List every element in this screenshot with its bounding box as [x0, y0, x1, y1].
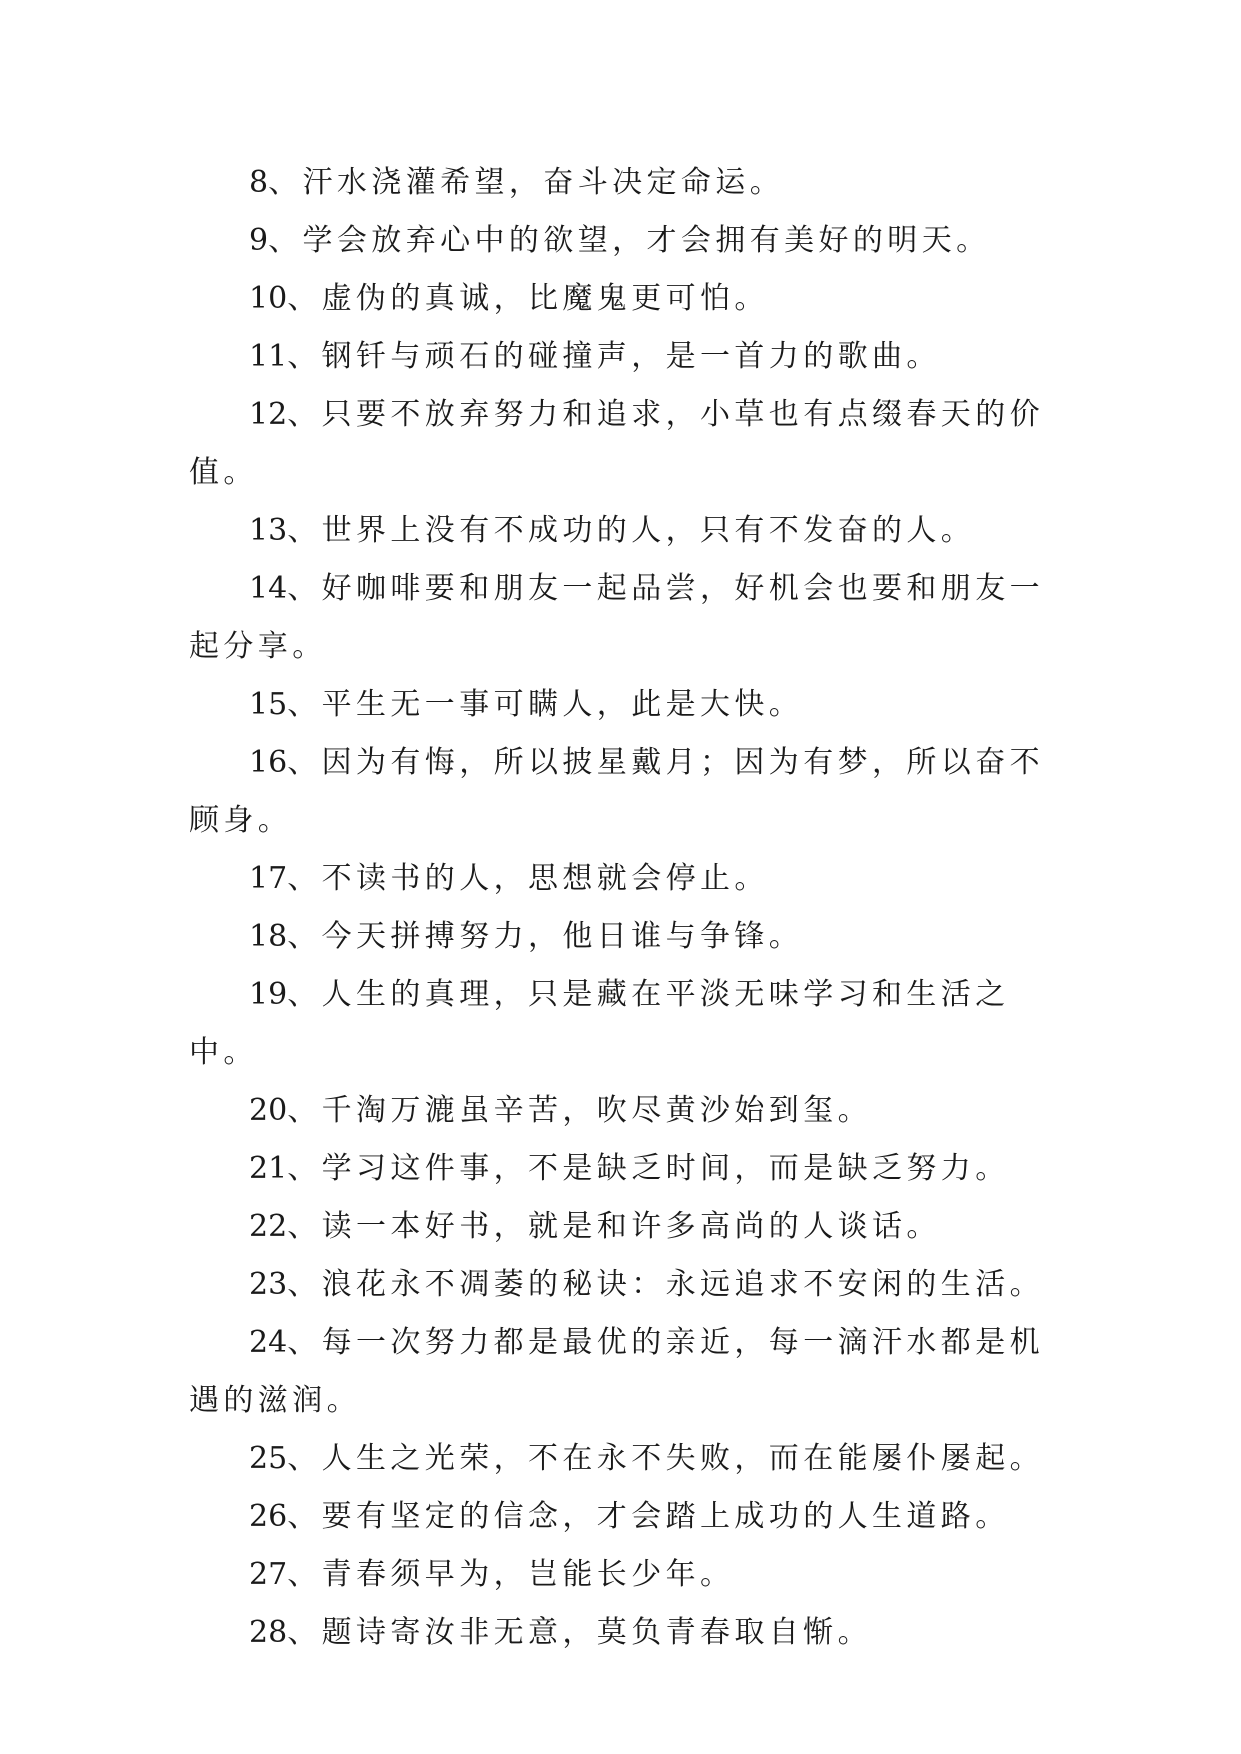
item-number: 21 — [249, 1151, 288, 1186]
paragraph-14 — [189, 560, 1069, 676]
item-number: 22 — [249, 1209, 288, 1244]
item-number: 19 — [249, 977, 288, 1012]
separator: 、 — [287, 339, 322, 374]
item-number: 17 — [249, 861, 288, 896]
paragraph-text: 汗水浇灌希望，奋斗决定命运。 — [302, 165, 785, 200]
paragraph-text: 人生的真理，只是藏在平淡无味学习和生活之中。 — [189, 977, 1010, 1070]
item-number: 15 — [249, 687, 288, 722]
paragraph-text: 学会放弃心中的欲望，才会拥有美好的明天。 — [302, 223, 991, 258]
paragraph-text: 好咖啡要和朋友一起品尝，好机会也要和朋友一起分享。 — [189, 571, 1044, 664]
separator: 、 — [287, 513, 322, 548]
separator: 、 — [287, 745, 322, 780]
separator: 、 — [287, 861, 322, 896]
paragraph-23 — [189, 1256, 1069, 1314]
item-number: 16 — [249, 745, 288, 780]
paragraph-text: 人生之光荣，不在永不失败，而在能屡仆屡起。 — [321, 1441, 1044, 1476]
paragraph-text: 要有坚定的信念，才会踏上成功的人生道路。 — [321, 1499, 1010, 1534]
paragraph-15 — [189, 676, 1069, 734]
separator: 、 — [287, 1615, 322, 1650]
separator: 、 — [268, 165, 303, 200]
item-number: 18 — [249, 919, 288, 954]
separator: 、 — [287, 977, 322, 1012]
paragraph-10 — [189, 270, 1069, 328]
item-number: 8 — [249, 165, 269, 200]
item-number: 13 — [249, 513, 288, 548]
separator: 、 — [287, 1209, 322, 1244]
separator: 、 — [268, 223, 303, 258]
paragraph-19 — [189, 966, 1069, 1082]
paragraph-text: 今天拼搏努力，他日谁与争锋。 — [321, 919, 804, 954]
paragraph-27 — [189, 1546, 1069, 1604]
item-number: 28 — [249, 1615, 288, 1650]
separator: 、 — [287, 1151, 322, 1186]
paragraph-text: 平生无一事可瞒人，此是大快。 — [321, 687, 804, 722]
paragraph-11 — [189, 328, 1069, 386]
item-number: 12 — [249, 397, 288, 432]
item-number: 27 — [249, 1557, 288, 1592]
paragraph-text: 因为有悔，所以披星戴月；因为有梦，所以奋不顾身。 — [189, 745, 1044, 838]
separator: 、 — [287, 571, 322, 606]
paragraph-text: 学习这件事，不是缺乏时间，而是缺乏努力。 — [321, 1151, 1010, 1186]
separator: 、 — [287, 1557, 322, 1592]
separator: 、 — [287, 687, 322, 722]
separator: 、 — [287, 1441, 322, 1476]
paragraph-text: 每一次努力都是最优的亲近，每一滴汗水都是机遇的滋润。 — [189, 1325, 1044, 1418]
paragraph-8 — [189, 154, 1069, 212]
paragraph-13 — [189, 502, 1069, 560]
item-number: 9 — [249, 223, 269, 258]
paragraph-12 — [189, 386, 1069, 502]
separator: 、 — [287, 1267, 322, 1302]
item-number: 24 — [249, 1325, 288, 1360]
paragraph-9 — [189, 212, 1069, 270]
separator: 、 — [287, 397, 322, 432]
separator: 、 — [287, 1499, 322, 1534]
paragraph-25 — [189, 1430, 1069, 1488]
item-number: 26 — [249, 1499, 288, 1534]
paragraph-text: 青春须早为，岂能长少年。 — [321, 1557, 735, 1592]
document-body — [189, 154, 1069, 1662]
paragraph-28 — [189, 1604, 1069, 1662]
separator: 、 — [287, 1093, 322, 1128]
paragraph-21 — [189, 1140, 1069, 1198]
paragraph-text: 不读书的人，思想就会停止。 — [321, 861, 769, 896]
paragraph-text: 千淘万漉虽辛苦，吹尽黄沙始到玺。 — [321, 1093, 872, 1128]
item-number: 23 — [249, 1267, 288, 1302]
paragraph-text: 题诗寄汝非无意，莫负青春取自惭。 — [321, 1615, 872, 1650]
item-number: 14 — [249, 571, 288, 606]
item-number: 11 — [249, 339, 288, 374]
separator: 、 — [287, 919, 322, 954]
paragraph-text: 只要不放弃努力和追求，小草也有点缀春天的价值。 — [189, 397, 1044, 490]
separator: 、 — [287, 281, 322, 316]
paragraph-16 — [189, 734, 1069, 850]
paragraph-text: 浪花永不凋萎的秘诀：永远追求不安闲的生活。 — [321, 1267, 1044, 1302]
paragraph-text: 世界上没有不成功的人，只有不发奋的人。 — [321, 513, 976, 548]
paragraph-text: 虚伪的真诚，比魔鬼更可怕。 — [321, 281, 769, 316]
separator: 、 — [287, 1325, 322, 1360]
item-number: 25 — [249, 1441, 288, 1476]
paragraph-20 — [189, 1082, 1069, 1140]
paragraph-text: 读一本好书，就是和许多高尚的人谈话。 — [321, 1209, 941, 1244]
item-number: 10 — [249, 281, 288, 316]
paragraph-text: 钢钎与顽石的碰撞声，是一首力的歌曲。 — [321, 339, 941, 374]
paragraph-22 — [189, 1198, 1069, 1256]
paragraph-17 — [189, 850, 1069, 908]
paragraph-18 — [189, 908, 1069, 966]
paragraph-26 — [189, 1488, 1069, 1546]
item-number: 20 — [249, 1093, 288, 1128]
paragraph-24 — [189, 1314, 1069, 1430]
